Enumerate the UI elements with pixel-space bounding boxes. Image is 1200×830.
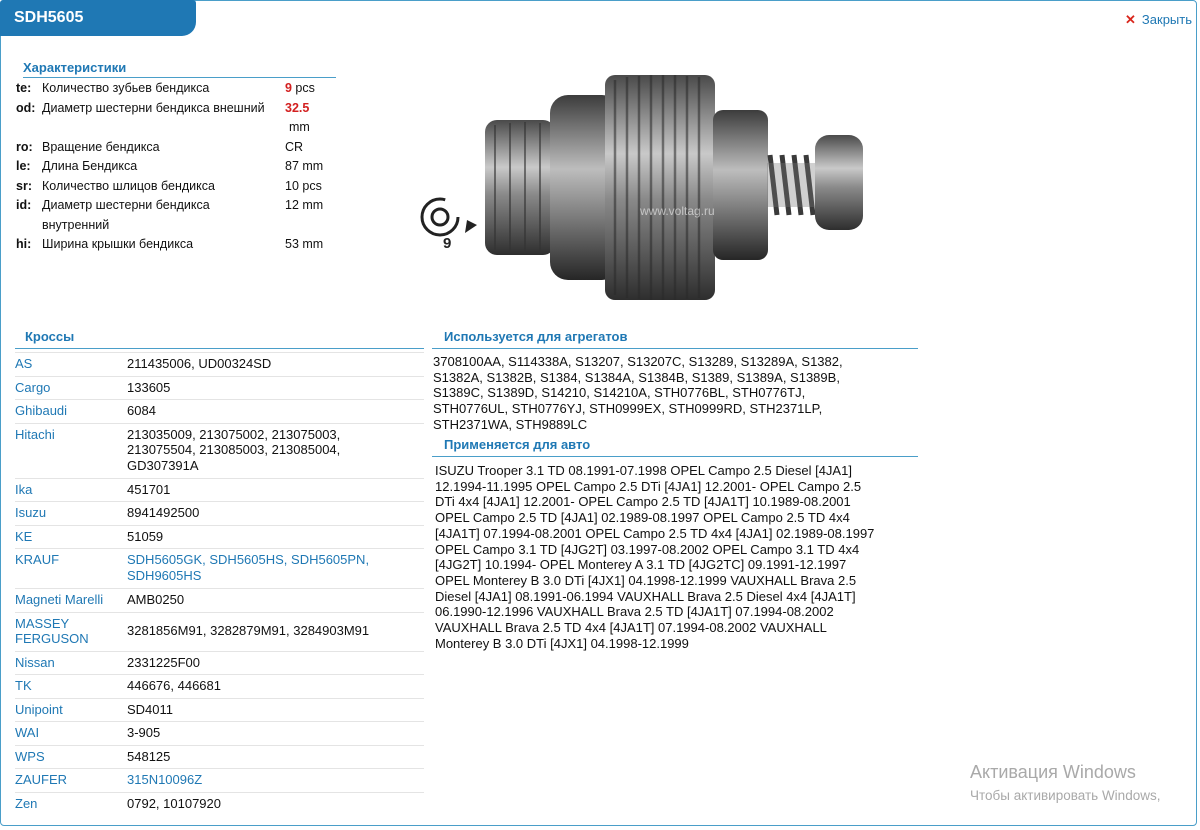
table-row xyxy=(15,721,424,745)
spec-row xyxy=(16,138,334,158)
units-heading xyxy=(432,329,918,349)
cars-line: [4JA1T] 07.1994-08.2001 OPEL Campo 2.5 TD 4x4 [4JA1] 02.1989-08.1997 xyxy=(435,525,875,541)
cross-codes: 211435006, UD00324SD xyxy=(127,356,272,371)
cross-codes: 6084 xyxy=(127,403,156,418)
table-row xyxy=(15,352,424,376)
cross-codes: 3-905 xyxy=(127,725,161,740)
table-row xyxy=(15,651,424,675)
cross-brand: Cargo xyxy=(15,379,51,395)
cross-brand: ZAUFER xyxy=(15,772,67,787)
spec-name: Количество шлицов бендикса xyxy=(42,178,215,193)
cars-line: DTi 4x4 [4JA1] 12.2001- OPEL Campo 2.5 TD [4JA1T] 10.1989-08.2001 xyxy=(435,494,851,510)
cross-brand: Nissan xyxy=(15,654,55,670)
drive-sleeve xyxy=(713,110,768,260)
cars-line: OPEL Campo 2.5 TD [4JA1] 02.1989-08.1997 OPEL Campo 2.5 TD 4x4 xyxy=(435,510,850,526)
cross-brand: TK xyxy=(15,678,32,693)
cross-brand: WPS xyxy=(15,748,45,764)
cross-codes: AMB0250 xyxy=(127,592,185,607)
cross-codes: 2331225F00 xyxy=(127,654,201,670)
cross-codes: 446676, 446681 xyxy=(127,678,221,693)
spec-code: sr: xyxy=(16,178,32,193)
cross-brand xyxy=(15,613,127,651)
spec-value-number: 32.5 xyxy=(285,100,310,115)
cars-line: Diesel [4JA1] 08.1991-06.1994 VAUXHALL Brava 2.5 Diesel 4x4 [4JA1T] xyxy=(435,588,856,604)
cars-line: VAUXHALL Brava 2.5 TD 4x4 [4JA1T] 07.1994-08.2002 VAUXHALL xyxy=(435,620,827,636)
cross-brand: Unipoint xyxy=(15,701,63,717)
table-row xyxy=(15,423,424,478)
cross-codes: SD4011 xyxy=(127,701,174,717)
cross-brand: AS xyxy=(15,356,33,371)
cross-codes: 451701 xyxy=(127,481,171,497)
spec-code: le: xyxy=(16,159,31,173)
cross-codes: 548125 xyxy=(127,748,171,764)
rotation-count: 9 xyxy=(443,235,452,252)
cars-line: OPEL Monterey B 3.0 DTi [4JX1] 04.1998-12.1999 VAUXHALL Brava 2.5 xyxy=(435,572,857,588)
table-row xyxy=(15,399,424,423)
table-row xyxy=(15,588,424,612)
rotation-direction-icon xyxy=(422,199,477,252)
drive-end-cap xyxy=(815,135,863,230)
cross-brand: WAI xyxy=(15,725,40,740)
spec-value xyxy=(285,99,330,119)
crosses-heading-label: Кроссы xyxy=(25,329,75,344)
close-label: Закрыть xyxy=(1141,12,1192,27)
cross-code-link[interactable]: 315N10096Z xyxy=(127,772,203,787)
cross-codes: 133605 xyxy=(127,379,171,395)
close-button[interactable] xyxy=(1125,12,1192,28)
table-row xyxy=(15,525,424,549)
cross-brand-line: FERGUSON xyxy=(15,630,89,646)
units-line: S1382A, S1382B, S1384, S1384A, S1384B, S1389, S1389A, S1389B, xyxy=(433,369,840,385)
cars-heading xyxy=(432,437,918,457)
spec-value: 53 mm xyxy=(285,237,324,251)
cross-codes: 51059 xyxy=(127,528,164,544)
starter-drive-image xyxy=(415,65,895,305)
cross-brand: Ika xyxy=(15,481,33,497)
table-row xyxy=(15,548,424,588)
table-row xyxy=(15,612,424,651)
spec-row xyxy=(16,196,334,235)
crosses-table xyxy=(15,352,424,815)
cars-line: 12.1994-11.1995 OPEL Campo 2.5 DTi [4JA1] 12.2001- OPEL Campo 2.5 xyxy=(435,478,862,494)
units-heading-label: Используется для агрегатов xyxy=(444,329,628,344)
cars-line: Monterey B 3.0 DTi [4JX1] 04.1998-12.1999 xyxy=(435,635,689,651)
units-line: 3708100AA, S114338A, S13207, S13207C, S13289, S13289A, S1382, xyxy=(433,354,843,369)
close-x-icon: ✕ xyxy=(1125,12,1136,27)
cross-brand: KRAUF xyxy=(15,552,60,567)
cross-codes: 3281856M91, 3282879M91, 3284903M91 xyxy=(127,622,370,638)
cross-codes: 0792, 10107920 xyxy=(127,795,221,811)
table-row xyxy=(15,698,424,722)
spec-name-line: Диаметр шестерни бендикса xyxy=(42,198,210,212)
product-image xyxy=(415,65,895,310)
spec-name: Диаметр шестерни бендикса внешний xyxy=(42,100,265,115)
cross-codes: 8941492500 xyxy=(127,505,200,520)
cross-code-line: GD307391A xyxy=(127,457,199,473)
cross-brand: KE xyxy=(15,528,33,544)
image-watermark: www.voltag.ru xyxy=(640,204,715,218)
cars-list xyxy=(435,463,874,651)
cars-line: [4JG2T] 10.1994- OPEL Monterey A 3.1 TD [4JG2TC] 09.1991-12.1997 xyxy=(435,557,847,573)
table-row xyxy=(15,501,424,525)
spec-name: Длина Бендикса xyxy=(42,159,138,173)
product-title-tab xyxy=(0,0,196,36)
table-row xyxy=(15,478,424,502)
product-title: SDH5605 xyxy=(14,9,84,26)
spec-value: 10 pcs xyxy=(285,178,322,193)
units-line: S1389C, S1389D, S14210, S14210A, STH0776BL, STH0776TJ, xyxy=(433,385,806,401)
spec-row xyxy=(16,157,334,177)
spec-row-continuation xyxy=(16,118,334,138)
table-row xyxy=(15,768,424,792)
table-row xyxy=(15,745,424,769)
specs-heading-label: Характеристики xyxy=(23,60,127,75)
spec-row xyxy=(16,235,334,255)
cross-brand-line: MASSEY xyxy=(15,615,70,631)
spec-row xyxy=(16,79,334,99)
spec-value: 87 mm xyxy=(285,159,324,173)
spec-code: hi: xyxy=(16,237,32,251)
crosses-heading xyxy=(15,329,424,349)
spec-code: od: xyxy=(16,100,36,115)
units-line: STH0776UL, STH0776YJ, STH0999EX, STH0999RD, STH2371LP, xyxy=(433,401,823,417)
spec-code: id: xyxy=(16,198,32,212)
spec-value-unit: pcs xyxy=(291,81,315,95)
spec-value xyxy=(285,79,330,99)
spec-code: te: xyxy=(16,81,32,95)
table-row xyxy=(15,792,424,816)
spec-name: Вращение бендикса xyxy=(42,139,160,154)
cross-brand: Zen xyxy=(15,795,38,811)
windows-activation-subtitle: Чтобы активировать Windows, xyxy=(970,788,1161,803)
windows-activation-title: Активация Windows xyxy=(970,762,1136,782)
spec-value: CR xyxy=(285,139,304,154)
cars-line: OPEL Campo 3.1 TD [4JG2T] 03.1997-08.2002 OPEL Campo 3.1 TD 4x4 xyxy=(435,541,860,557)
specs-table xyxy=(16,79,334,255)
cars-line: 06.1990-12.1996 VAUXHALL Brava 2.5 TD [4JA1T] 07.1994-08.2002 xyxy=(435,604,834,620)
cross-brand: Magneti Marelli xyxy=(15,592,104,607)
cross-code-line: 213075504, 213085003, 213085004, xyxy=(127,442,341,457)
units-line: STH2371WA, STH9889LC xyxy=(433,416,588,432)
spec-name: Ширина крышки бендикса xyxy=(42,237,194,251)
spec-name xyxy=(42,196,285,235)
cross-brand: Isuzu xyxy=(15,505,47,520)
spec-value: 12 mm xyxy=(285,198,324,212)
cross-codes-links[interactable] xyxy=(127,549,417,588)
spec-code: ro: xyxy=(16,139,33,154)
spec-value-unit: mm xyxy=(289,120,310,134)
cars-line: ISUZU Trooper 3.1 TD 08.1991-07.1998 OPEL Campo 2.5 Diesel [4JA1] xyxy=(435,463,852,478)
cross-brand: Ghibaudi xyxy=(15,403,68,418)
table-row xyxy=(15,376,424,400)
spec-value-number: 9 xyxy=(285,81,292,95)
spec-name-line: внутренний xyxy=(42,217,110,232)
units-list xyxy=(433,354,843,433)
spec-row xyxy=(16,99,334,119)
table-row xyxy=(15,674,424,698)
cross-codes xyxy=(127,424,417,478)
spec-name: Количество зубьев бендикса xyxy=(42,81,210,95)
cross-code-link[interactable]: SDH5605GK, SDH5605HS, SDH5605PN, xyxy=(127,552,370,567)
cars-heading-label: Применяется для авто xyxy=(444,437,591,452)
cross-brand: Hitachi xyxy=(15,426,55,442)
specs-heading xyxy=(23,60,336,78)
cross-code-line: 213035009, 213075002, 213075003, xyxy=(127,426,341,442)
spec-row xyxy=(16,177,334,197)
cross-code-link[interactable]: SDH9605HS xyxy=(127,567,202,583)
